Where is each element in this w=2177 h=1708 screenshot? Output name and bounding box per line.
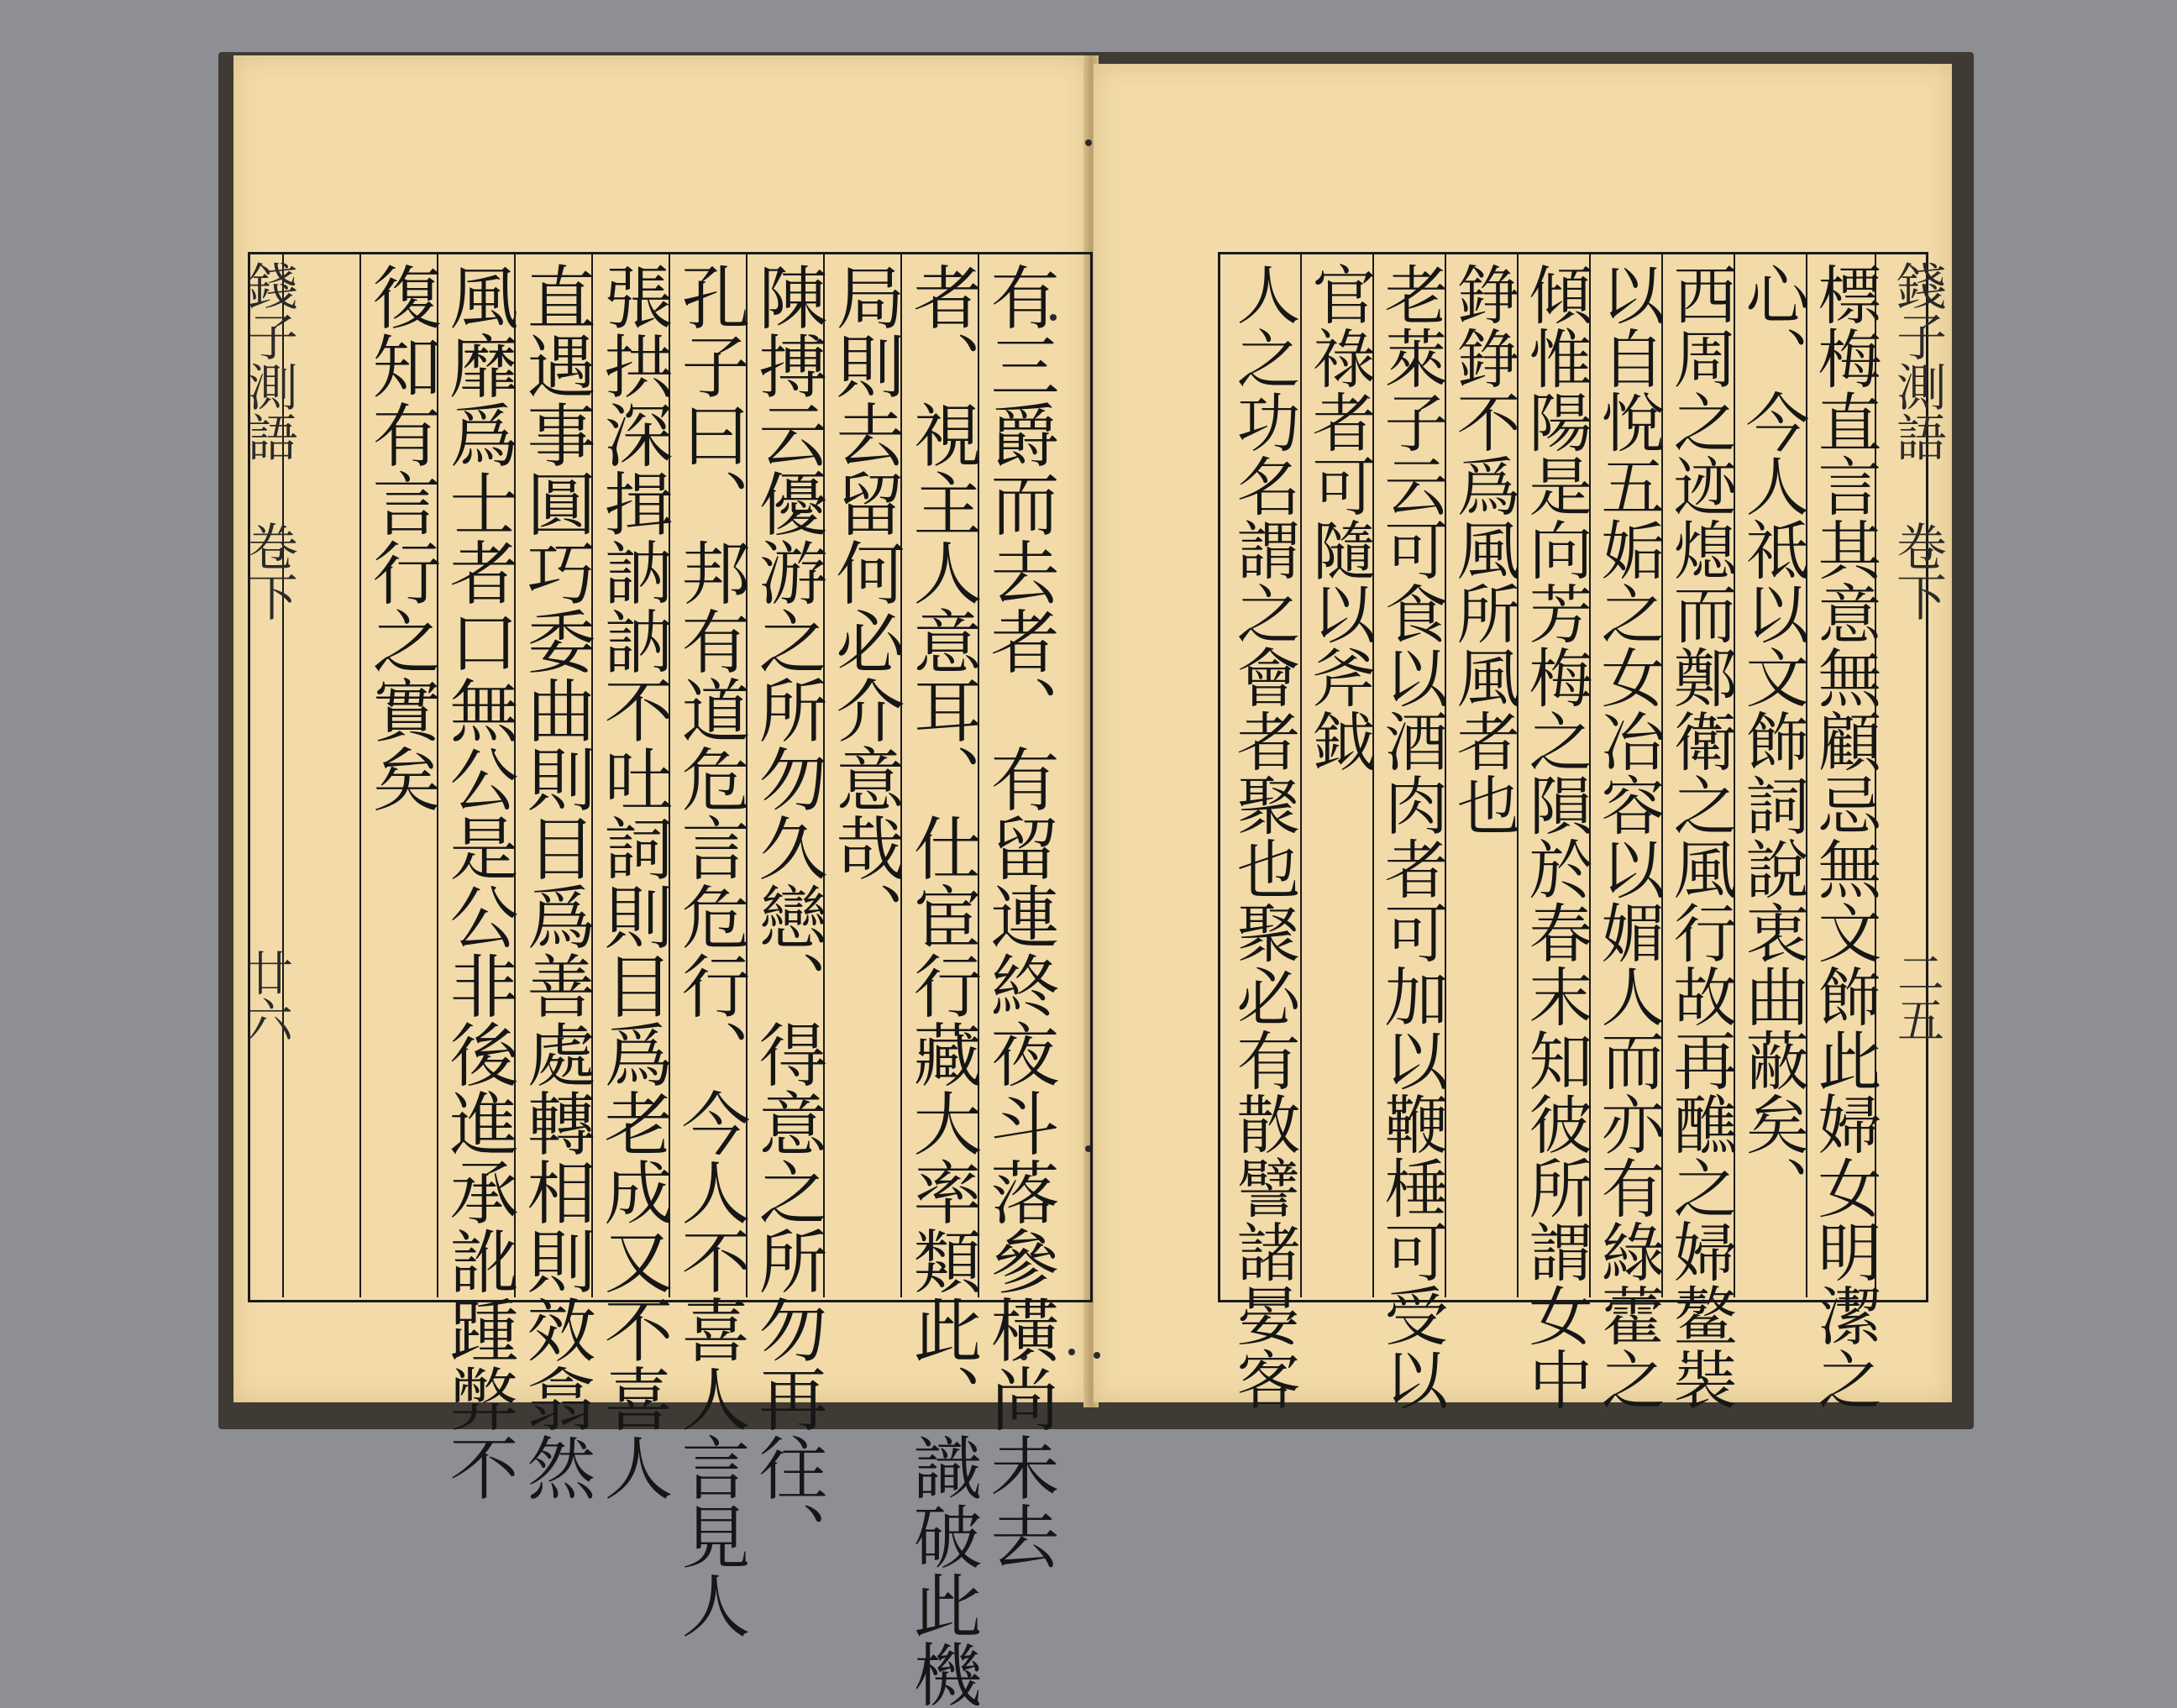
text-column: 復知有言行之實矣 (361, 262, 441, 813)
right-folio: 二五 (1890, 949, 1944, 1043)
text-column: 陳搏云優游之所勿久戀、得意之所勿再往、 (748, 262, 827, 1570)
left-folio: 廿六 (239, 949, 293, 1043)
text-column: 以自悅五姤之女冶容以媚人而亦有綠藿之 (1591, 262, 1666, 1411)
text-column: 心、今人祗以文飾詞說衷曲蔽矣、 (1735, 262, 1810, 1219)
stitch-hole (1068, 1349, 1075, 1355)
stitch-hole (1094, 1352, 1100, 1359)
left-band-volume: 卷下 (239, 521, 298, 621)
text-column: 者、視主人意耳、仕宦行藏大率類此、識破此機 (902, 262, 982, 1708)
text-column: 有三爵而去者、有留連終夜斗落參橫尚未去 (979, 262, 1059, 1570)
text-column: 直遇事圓巧委曲則目爲善處轉相則效翕然 (516, 262, 595, 1501)
text-column: 孔子曰、邦有道危言危行、今人不喜人言見人 (670, 262, 750, 1639)
text-column: 錚錚不爲風所風者也 (1446, 262, 1521, 836)
text-column: 西周之迹熄而鄭衛之風行故再醮之婦鳌裝 (1663, 262, 1738, 1411)
text-column: 老萊子云可食以酒肉者可加以鞭棰可受以 (1374, 262, 1449, 1411)
stitch-hole (1085, 139, 1092, 146)
left-band-title: 錢子測語 (239, 260, 298, 462)
right-band-volume: 卷下 (1888, 521, 1947, 621)
text-column: 張拱深揖訥訥不吐詞則目爲老成又不喜人 (593, 262, 673, 1501)
text-column: 標梅直言其意無顧忌無文飾此婦女明潔之 (1807, 262, 1882, 1411)
text-column: 局則去留何必介意哉、 (825, 262, 905, 951)
text-column: 傾惟陽是向芳梅之隕於春末知彼所謂女中 (1519, 262, 1593, 1411)
text-column: 風靡爲士者口無公是公非後進承訛踵弊不 (438, 262, 518, 1501)
text-column: 官祿者可隨以斧鉞 (1302, 262, 1377, 773)
text-column: 人之功名謂之會者聚也聚必有散譬諸晏客 (1226, 262, 1301, 1411)
right-band-title: 錢子測語 (1888, 260, 1947, 462)
